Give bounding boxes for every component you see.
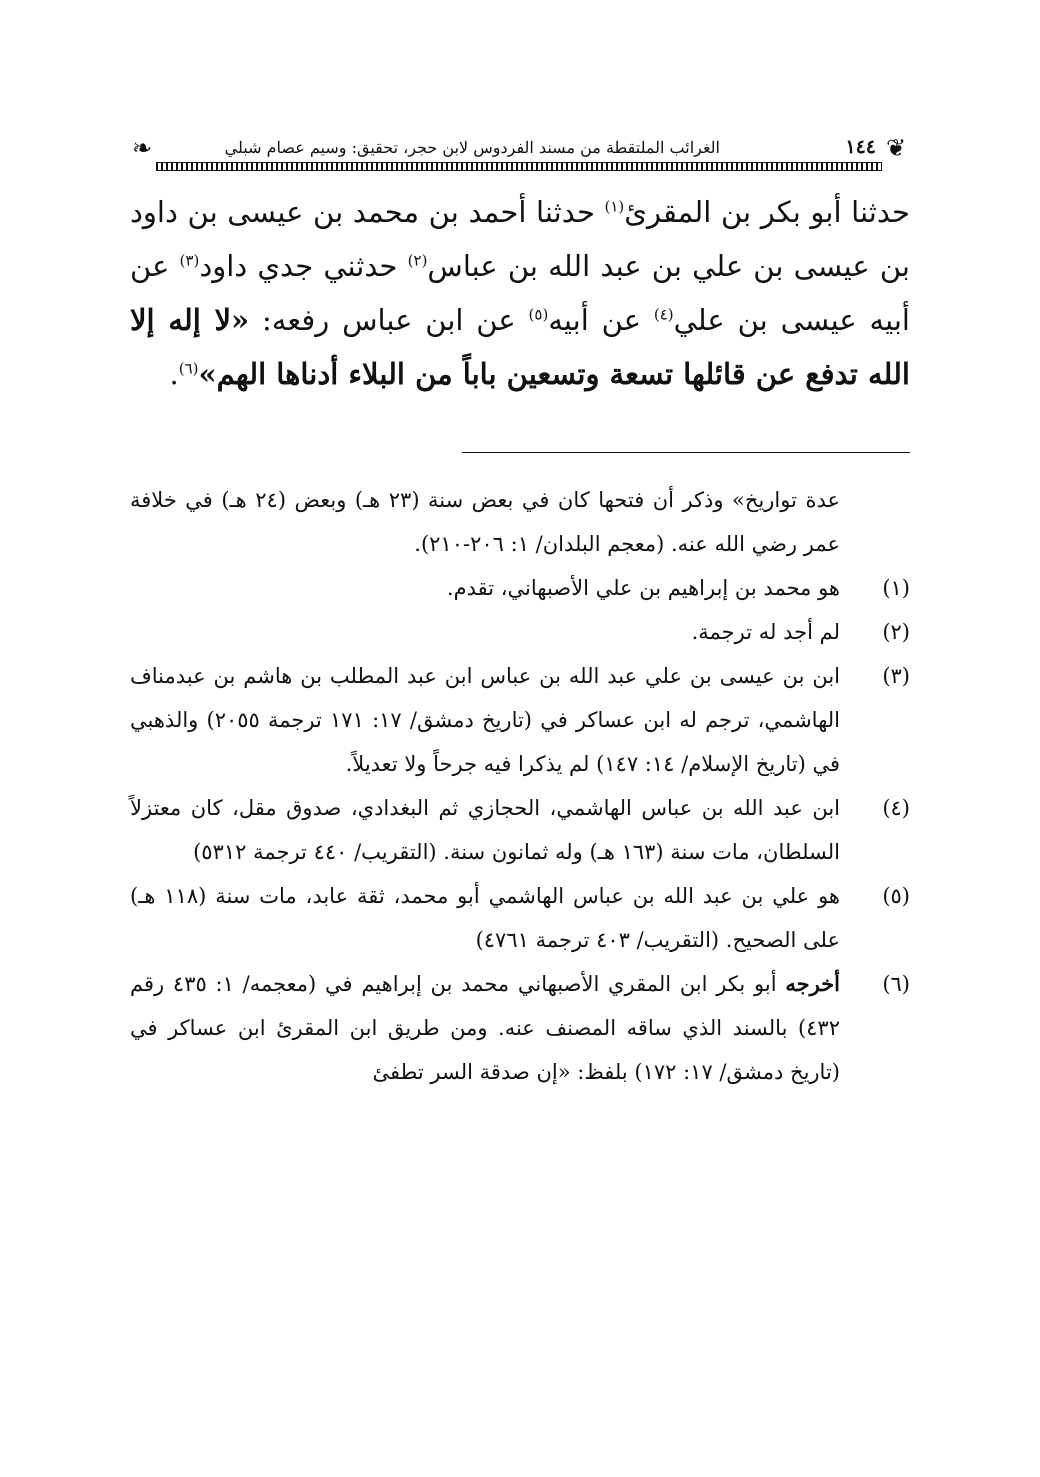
footnote-mark: (٦): [882, 972, 910, 996]
footnote-text: ابن عبد الله بن عباس الهاشمي، الحجازي ثم البغدادي، صدوق مقل، كان معتزلاً السلطان، مات سنة (١٦٣ هـ) وله ثمانون سنة. (التقريب/ ٤٤٠ ترجمة ٥٣١٢): [130, 796, 840, 864]
footnote-mark: (٣): [882, 664, 910, 688]
hadith-text: «لا إله إلا الله تدفع عن قائلها تسعة وتسعين باباً من البلاء أدناها الهم»: [130, 303, 910, 391]
text-segment: حدثني جدي داود: [199, 249, 408, 283]
main-text: [130, 185, 910, 401]
footnote-6: [130, 962, 910, 1094]
footnote-separator: [462, 452, 910, 453]
header-rule: [156, 162, 882, 171]
text-segment: حدثنا أبو بكر بن المقرئ: [624, 195, 910, 229]
footnote-ref[interactable]: (٤): [653, 305, 674, 324]
footnote-text: أبو بكر ابن المقري الأصبهاني محمد بن إبراهيم في (معجمه/ ١: ٤٣٥ رقم ٤٣٢) بالسند الذي ساقه المصنف عنه. ومن طريق ابن المقرئ ابن عساكر في (تاريخ دمشق/ ١٧: ١٧٢) بلفظ: «إن صدقة السر تطفئ: [130, 972, 840, 1084]
footnote-ref[interactable]: (٣): [179, 251, 200, 270]
text-segment: .: [169, 357, 179, 391]
page-number: ١٤٤: [845, 136, 876, 158]
footnote-5: [130, 874, 910, 962]
footnote-text: لم أجد له ترجمة.: [691, 620, 840, 644]
footnote-mark: (٥): [882, 884, 910, 908]
footnote-text: هو محمد بن إبراهيم بن علي الأصبهاني، تقدم.: [446, 576, 840, 600]
footnote-ref[interactable]: (٢): [407, 251, 428, 270]
floral-ornament-icon: ❦: [885, 134, 907, 162]
footnote-lead: أخرجه: [785, 971, 840, 996]
footnote-4: [130, 786, 910, 874]
footnote-2: [130, 610, 910, 654]
running-title: الغرائب الملتقطة من مسند الفردوس لابن حجر، تحقيق: وسيم عصام شبلي: [224, 138, 720, 157]
footnote-continuation: عدة تواريخ» وذكر أن فتحها كان في بعض سنة (٢٣ هـ) وبعض (٢٤ هـ) في خلافة عمر رضي الله عنه. (معجم البلدان/ ١: ٢٠٦-٢١٠).: [130, 488, 841, 556]
footnote-mark: (١): [882, 576, 910, 600]
text-segment: عن أبيه: [548, 303, 654, 337]
footnote-text: هو علي بن عبد الله بن عباس الهاشمي أبو محمد، ثقة عابد، مات سنة (١١٨ هـ) على الصحيح. (التقريب/ ٤٠٣ ترجمة ٤٧٦١): [130, 884, 840, 952]
footnote-text: ابن بن عيسى بن علي عبد الله بن عباس ابن عبد المطلب بن هاشم بن عبدمناف الهاشمي، ترجم له ابن عساكر في (تاريخ دمشق/ ١٧: ١٧١ ترجمة ٢٠٥٥) والذهبي في (تاريخ الإسلام/ ١٤: ١٤٧) لم يذكرا فيه جرحاً ولا تعديلاً.: [130, 664, 840, 776]
footnote-3: [130, 654, 910, 786]
text-segment: حدثنا أحمد بن محمد بن عيسى بن داود بن عيسى بن علي بن عبد الله بن عباس: [130, 195, 910, 283]
running-header: [128, 132, 910, 172]
footnote-mark: (٤): [882, 796, 910, 820]
footnote-1: [130, 566, 910, 610]
footnote-ref[interactable]: (٥): [528, 305, 549, 324]
floral-ornament-icon: ❧: [131, 134, 153, 162]
footnote-ref[interactable]: (١): [604, 197, 625, 216]
text-segment: عن أبيه عيسى بن علي: [130, 249, 910, 337]
footnotes: [130, 478, 910, 1094]
text-segment: عن ابن عباس رفعه:: [249, 303, 529, 337]
footnote-ref[interactable]: (٦): [178, 359, 199, 378]
footnote-mark: (٢): [882, 620, 910, 644]
